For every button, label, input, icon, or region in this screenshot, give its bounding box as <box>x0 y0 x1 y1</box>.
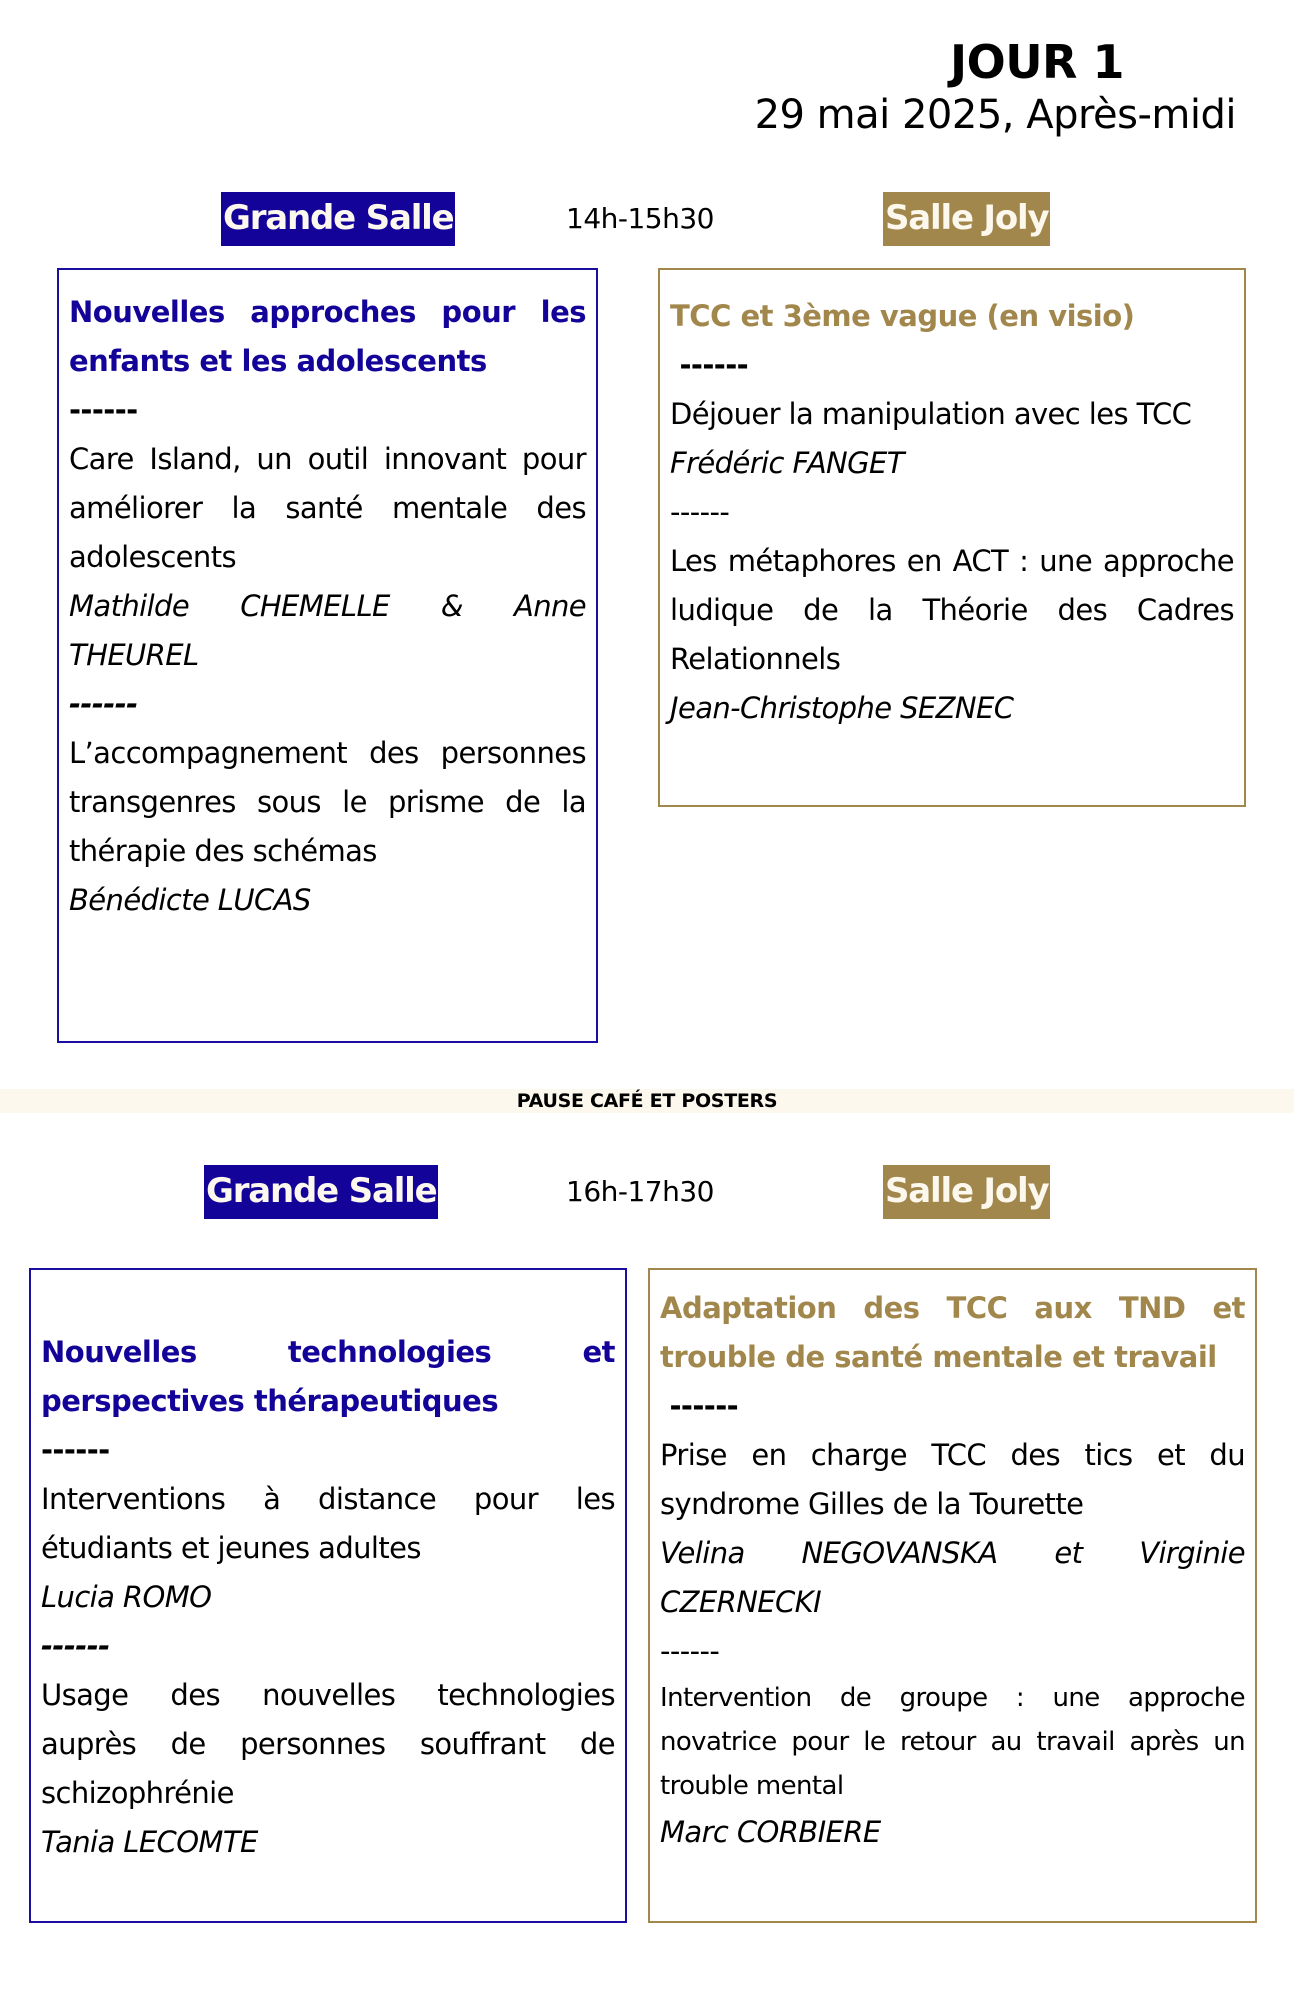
separator: ------ <box>670 495 730 529</box>
talk-title: Intervention de groupe : une approche novatrice pour le retour au travail après un trouble mental <box>660 1683 1245 1801</box>
talk-title: Interventions à distance pour les étudiants et jeunes adultes <box>41 1482 615 1565</box>
session-card-salle-joly <box>658 268 1246 807</box>
session-title: TCC et 3ème vague (en visio) <box>670 299 1135 333</box>
room-label-grande-salle: Grande Salle <box>221 192 455 246</box>
session-title: Nouvelles approches pour les enfants et les adolescents <box>69 295 586 378</box>
talk-title: L’accompagnement des personnes transgenres sous le prisme de la thérapie des schémas <box>69 736 586 868</box>
session-card-grande-salle <box>57 268 598 1043</box>
time-slot: 14h-15h30 <box>566 202 714 235</box>
talk-author: Velina NEGOVANSKA et Virginie CZERNECKI <box>660 1536 1245 1619</box>
room-label-salle-joly: Salle Joly <box>883 192 1050 246</box>
day-title: JOUR 1 <box>949 35 1124 89</box>
separator: ------ <box>69 687 138 721</box>
separator: ------ <box>660 1389 739 1423</box>
room-label-salle-joly: Salle Joly <box>883 1165 1050 1219</box>
separator: ------ <box>41 1433 110 1467</box>
separator: ------ <box>660 1634 720 1668</box>
time-slot: 16h-17h30 <box>566 1175 714 1208</box>
pause-banner: PAUSE CAFÉ ET POSTERS <box>0 1089 1294 1113</box>
session-card-salle-joly <box>648 1268 1257 1923</box>
session-card-grande-salle <box>29 1268 627 1923</box>
talk-author: Marc CORBIERE <box>660 1815 881 1849</box>
talk-author: Lucia ROMO <box>41 1580 212 1614</box>
talk-title: Déjouer la manipulation avec les TCC <box>670 397 1192 431</box>
talk-author: Mathilde CHEMELLE & Anne THEUREL <box>69 589 586 672</box>
talk-author: Bénédicte LUCAS <box>69 883 311 917</box>
separator: ------ <box>670 348 749 382</box>
session-title: Nouvelles technologies et perspectives thérapeutiques <box>41 1335 615 1418</box>
separator: ------ <box>41 1629 110 1663</box>
session-title: Adaptation des TCC aux TND et trouble de santé mentale et travail <box>660 1291 1245 1374</box>
talk-title: Care Island, un outil innovant pour améliorer la santé mentale des adolescents <box>69 442 586 574</box>
talk-author: Jean-Christophe SEZNEC <box>670 691 1014 725</box>
talk-author: Frédéric FANGET <box>670 446 904 480</box>
room-label-grande-salle: Grande Salle <box>204 1165 438 1219</box>
talk-title: Les métaphores en ACT : une approche ludique de la Théorie des Cadres Relationnels <box>670 544 1234 676</box>
talk-title: Usage des nouvelles technologies auprès de personnes souffrant de schizophrénie <box>41 1678 615 1810</box>
talk-title: Prise en charge TCC des tics et du syndrome Gilles de la Tourette <box>660 1438 1245 1521</box>
separator: ------ <box>69 393 138 427</box>
talk-author: Tania LECOMTE <box>41 1825 258 1859</box>
day-date: 29 mai 2025, Après-midi <box>754 92 1236 138</box>
